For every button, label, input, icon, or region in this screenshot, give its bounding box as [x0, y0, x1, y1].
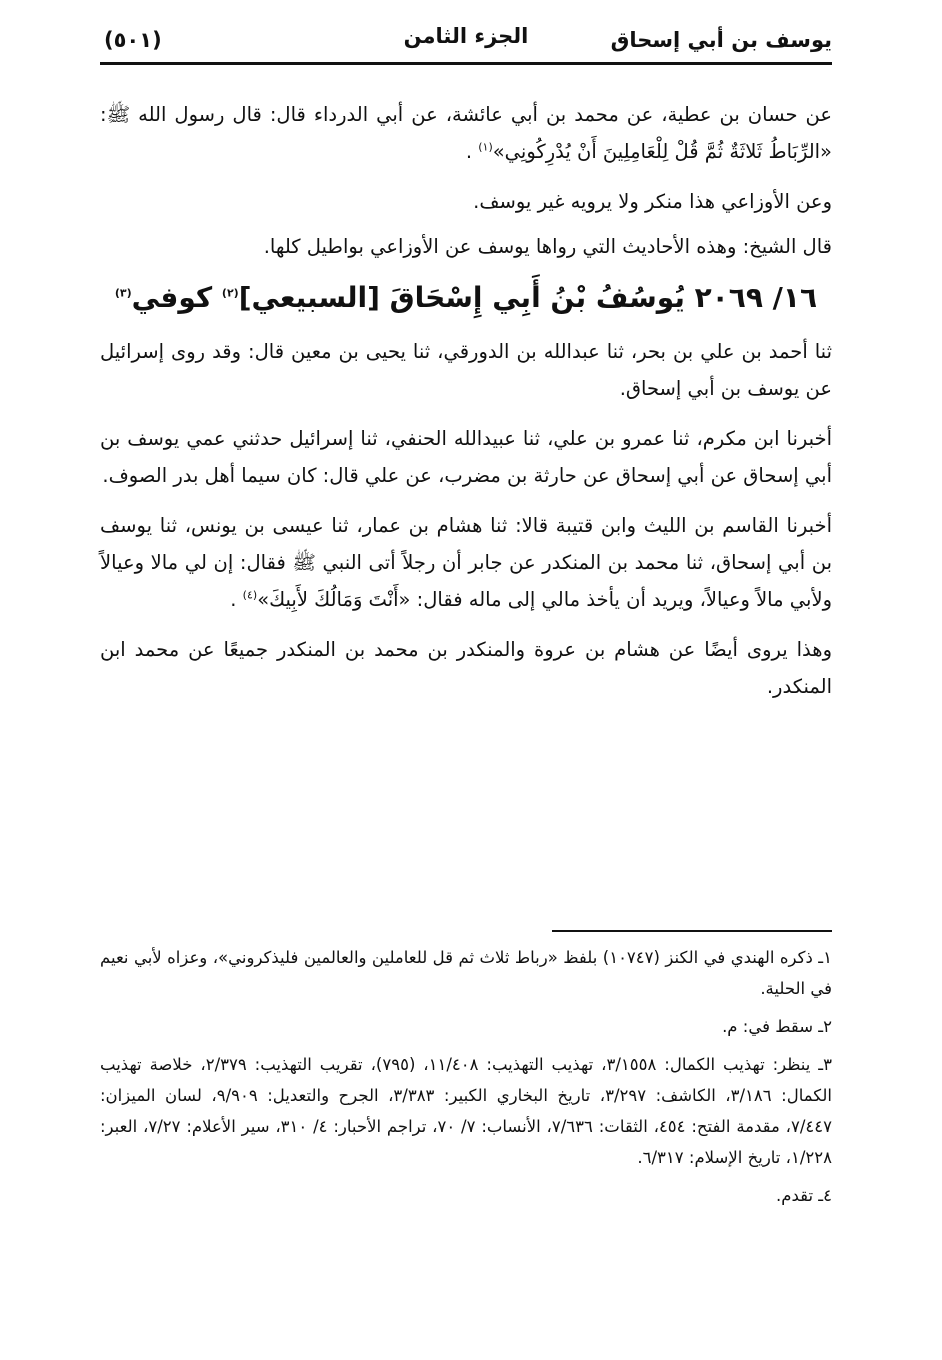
paragraph-sheikh-comment: قال الشيخ: وهذه الأحاديث التي رواها يوسف عن الأوزاعي بواطيل كلها.: [263, 235, 832, 258]
paragraph-hadith-ribat: [100, 96, 832, 170]
footnotes: [100, 942, 832, 1218]
footnote-divider: [552, 930, 832, 932]
paragraph-ibn-mukram: أخبرنا ابن مكرم، ثنا عمرو بن علي، ثنا عبيدالله الحنفي، ثنا إسرائيل حدثني عمي يوسف بن أبي إسحاق عن أبي إسحاق عن حارثة بن مضرب، عن علي قال: كان سيما أهل بدر الصوف.: [100, 427, 832, 487]
paragraph-hisham-ibn-urwa: وهذا يروى أيضًا عن هشام بن عروة والمنكدر بن محمد بن المنكدر جميعًا عن محمد ابن المنكدر.: [100, 638, 832, 698]
paragraph-end: .: [465, 140, 479, 163]
heading-end: كوفي: [131, 281, 222, 314]
paragraph-ibn-maeen: ثنا أحمد بن علي بن بحر، ثنا عبدالله بن الدورقي، ثنا يحيى بن معين قال: وقد روى إسرائيل عن يوسف بن أبي إسحاق.: [100, 340, 832, 400]
entry-heading: [100, 273, 832, 323]
paragraph-awzai-comment: وعن الأوزاعي هذا منكر ولا يرويه غير يوسف.: [473, 190, 832, 213]
running-header: [100, 22, 832, 58]
header-page-number: (٥٠١): [104, 28, 162, 52]
paragraph-text: عن حسان بن عطية، عن محمد بن أبي عائشة، عن أبي الدرداء قال: قال رسول الله ﷺ: «الرِّبَاطُ ثَلاثَةٌ ثُمَّ قُلْ لِلْعَامِلِينَ أَنْ يُدْرِكُونِي»: [100, 103, 832, 163]
header-volume: الجزء الثامن: [403, 24, 529, 48]
footnote-marker-3: (٣): [114, 286, 132, 300]
heading-text: ١٦/ ٢٠٦٩ يُوسُفُ بْنُ أَبِي إِسْحَاقَ [السبيعي]: [238, 281, 818, 314]
footnote-marker-1: (١): [478, 140, 493, 154]
footnote-marker-2: (٢): [221, 286, 239, 300]
header-book-title: يوسف بن أبي إسحاق: [610, 28, 832, 52]
paragraph-end: .: [230, 588, 243, 611]
paragraph-text: أخبرنا القاسم بن الليث وابن قتيبة قالا: ثنا هشام بن عمار، ثنا عيسى بن يونس، ثنا يوسف بن أبي إسحاق، ثنا محمد بن المنكدر عن جابر أن رجلاً أتى النبي ﷺ فقال: إن لي مالا وعيالاً ولأبي مالاً وعيالاً، ويريد أن يأخذ مالي إلى ماله فقال: «أَنْتَ وَمَالُكَ لأَبِيكَ»: [100, 514, 832, 611]
footnote-1: ١ـ ذكره الهندي في الكنز (١٠٧٤٧) بلفظ «رباط ثلاث ثم قل للعاملين والعالمين فليذكروني»، وعزاه لأبي نعيم في الحلية.: [100, 948, 832, 998]
footnote-2: ٢ـ سقط في: م.: [722, 1017, 832, 1036]
main-text: [100, 96, 832, 718]
paragraph-al-qasim: [100, 507, 832, 618]
footnote-4: ٤ـ تقدم.: [775, 1186, 832, 1205]
footnote-3: ٣ـ ينظر: تهذيب الكمال: ٣/١٥٥٨، تهذيب التهذيب: ١١/٤٠٨، (٧٩٥)، تقريب التهذيب: ٢/٣٧٩، خلاصة تهذيب الكمال: ٣/١٨٦، الكاشف: ٣/٢٩٧، تاريخ البخاري الكبير: ٣/٣٨٣، الجرح والتعديل: ٩/٩٠٩، لسان الميزان: ٧/٤٤٧، مقدمة الفتح: ٤٥٤، الثقات: ٧/٦٣٦، الأنساب: ٧/ ٧٠، تراجم الأحبار: ٤/ ٣١٠، سير الأعلام: ٧/٢٧، العبر: ١/٢٢٨، تاريخ الإسلام: ٦/٣١٧.: [100, 1055, 833, 1167]
header-divider: [100, 62, 832, 65]
footnote-marker-4: (٤): [242, 588, 258, 602]
